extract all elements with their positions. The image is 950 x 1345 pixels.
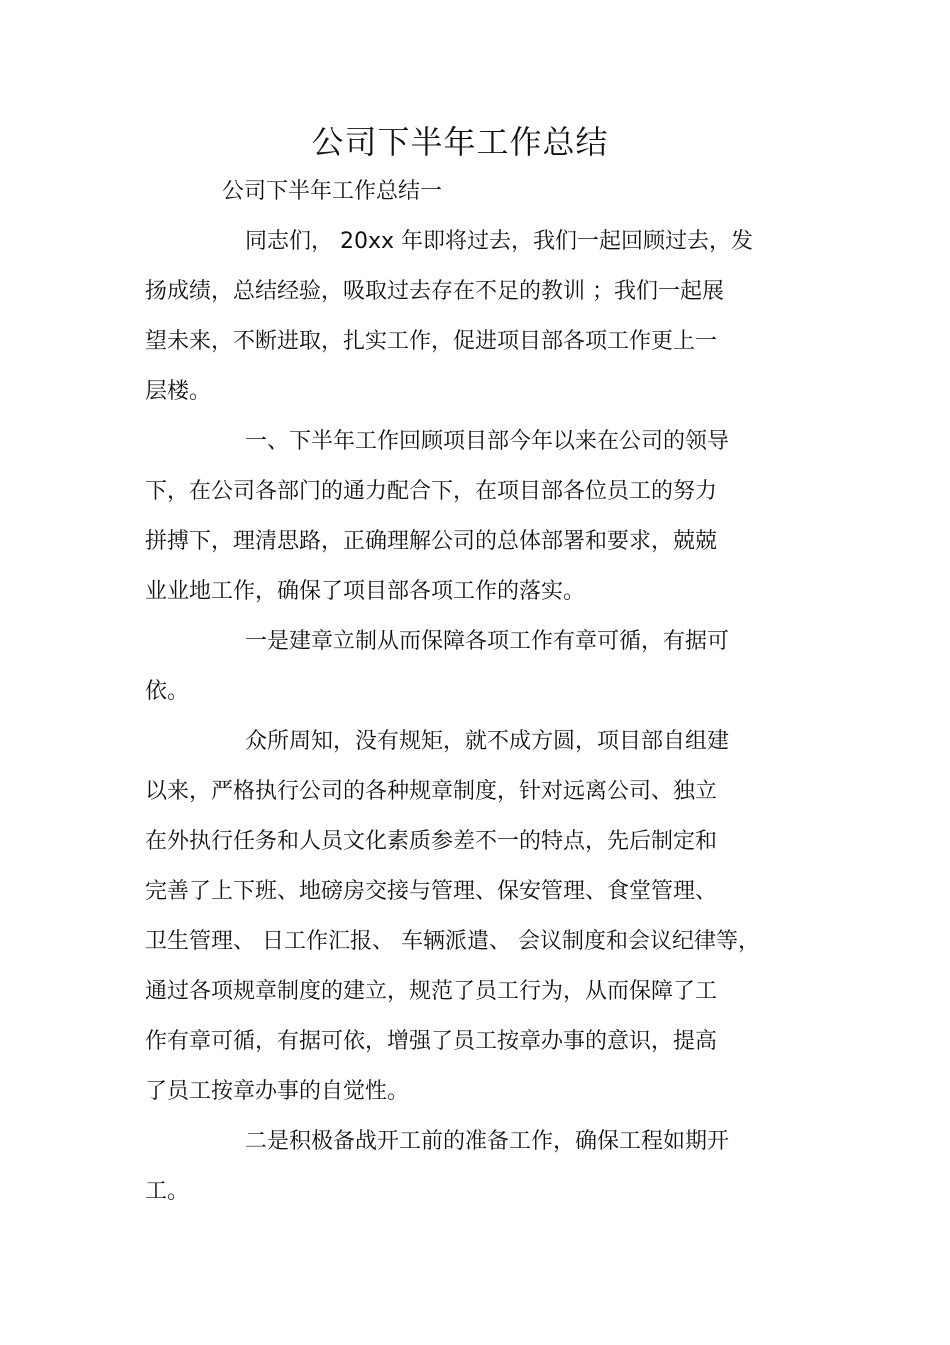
paragraph-line: 工。 — [145, 1179, 190, 1204]
section-heading: 公司下半年工作总结一 — [222, 179, 443, 204]
paragraph-line: 一是建章立制从而保障各项工作有章可循，有据可 — [245, 629, 730, 654]
paragraph-line: 依。 — [145, 679, 190, 704]
paragraph-line: 一、下半年工作回顾项目部今年以来在公司的领导 — [245, 429, 730, 454]
paragraph-line: 扬成绩，总结经验，吸取过去存在不足的教训 ；我们一起展 — [145, 279, 724, 304]
paragraph-line: 了员工按章办事的自觉性。 — [145, 1079, 410, 1104]
paragraph-line: 同志们， 20xx 年即将过去，我们一起回顾过去，发 — [245, 229, 754, 254]
paragraph-line: 二是积极备战开工前的准备工作，确保工程如期开 — [245, 1129, 730, 1154]
paragraph-line: 以来，严格执行公司的各种规章制度，针对远离公司、独立 — [145, 779, 718, 804]
paragraph-line: 通过各项规章制度的建立，规范了员工行为，从而保障了工 — [145, 979, 718, 1004]
document-title: 公司下半年工作总结 — [311, 123, 609, 161]
paragraph-line: 下，在公司各部门的通力配合下，在项目部各位员工的努力 — [145, 479, 718, 504]
paragraph-line: 众所周知，没有规矩，就不成方圆，项目部自组建 — [245, 729, 730, 754]
paragraph-line: 卫生管理、 日工作汇报、 车辆派遣、 会议制度和会议纪律等， — [145, 929, 760, 954]
paragraph-line: 在外执行任务和人员文化素质参差不一的特点，先后制定和 — [145, 829, 718, 854]
paragraph-line: 完善了上下班、地磅房交接与管理、保安管理、食堂管理、 — [145, 879, 718, 904]
paragraph-line: 作有章可循，有据可依，增强了员工按章办事的意识，提高 — [145, 1029, 718, 1054]
paragraph-line: 望未来，不断进取，扎实工作，促进项目部各项工作更上一 — [145, 329, 718, 354]
paragraph-line: 层楼。 — [145, 379, 212, 404]
paragraph-line: 业业地工作，确保了项目部各项工作的落实。 — [145, 579, 586, 604]
paragraph-line: 拼搏下，理清思路，正确理解公司的总体部署和要求，兢兢 — [145, 529, 718, 554]
